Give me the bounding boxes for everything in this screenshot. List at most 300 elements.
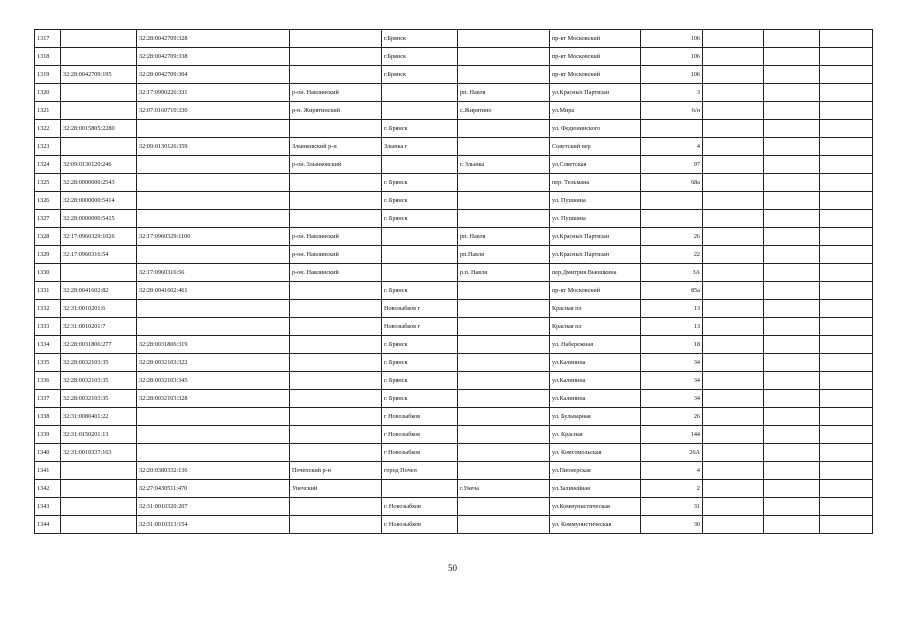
row-number-cell: 1328 xyxy=(35,228,61,246)
city-cell: г. Новозыбков xyxy=(382,498,458,516)
settlement-cell xyxy=(458,408,550,426)
building-cadastral-number-cell: 32:28:0032103:322 xyxy=(137,354,290,372)
table-row xyxy=(35,354,873,372)
extra-cell-3 xyxy=(820,480,873,498)
city-cell: Новозыбков г xyxy=(382,300,458,318)
cadastral-number-cell xyxy=(61,480,137,498)
building-cadastral-number-cell: 32:28:0042709:328 xyxy=(137,30,290,48)
cadastral-number-cell: 32:28:0000000:5415 xyxy=(61,210,137,228)
extra-cell-3 xyxy=(820,246,873,264)
settlement-cell xyxy=(458,120,550,138)
house-number-cell: 106 xyxy=(641,30,703,48)
table-row xyxy=(35,30,873,48)
district-cell xyxy=(290,318,382,336)
table-row xyxy=(35,246,873,264)
row-number-cell: 1322 xyxy=(35,120,61,138)
extra-cell-3 xyxy=(820,516,873,534)
house-number-cell xyxy=(641,210,703,228)
district-cell: р-он. Навлинский xyxy=(290,246,382,264)
district-cell: Злынковский р-н xyxy=(290,138,382,156)
row-number-cell: 1340 xyxy=(35,444,61,462)
building-cadastral-number-cell xyxy=(137,120,290,138)
cadastral-number-cell xyxy=(61,138,137,156)
city-cell: г Новозыбков xyxy=(382,408,458,426)
row-number-cell: 1326 xyxy=(35,192,61,210)
district-cell xyxy=(290,354,382,372)
house-number-cell: 13 xyxy=(641,300,703,318)
extra-cell-3 xyxy=(820,120,873,138)
row-number-cell: 1317 xyxy=(35,30,61,48)
house-number-cell: 26 xyxy=(641,228,703,246)
city-cell: г. Брянск xyxy=(382,282,458,300)
district-cell xyxy=(290,120,382,138)
city-cell: г Новозыбков xyxy=(382,444,458,462)
extra-cell-1 xyxy=(703,426,764,444)
extra-cell-3 xyxy=(820,390,873,408)
house-number-cell: 106 xyxy=(641,48,703,66)
street-cell: пер.Дмитрия Вьюшкина xyxy=(550,264,641,282)
city-cell: г. Брянск xyxy=(382,390,458,408)
extra-cell-1 xyxy=(703,48,764,66)
city-cell: г. Брянск xyxy=(382,174,458,192)
building-cadastral-number-cell: 32:28:0032103:345 xyxy=(137,372,290,390)
cadastral-number-cell xyxy=(61,30,137,48)
street-cell: ул.Залинейная xyxy=(550,480,641,498)
settlement-cell xyxy=(458,426,550,444)
city-cell: г.Брянск xyxy=(382,48,458,66)
district-cell xyxy=(290,174,382,192)
row-number-cell: 1334 xyxy=(35,336,61,354)
street-cell: ул. Коммунистическая xyxy=(550,516,641,534)
city-cell: Новозыбков г xyxy=(382,318,458,336)
extra-cell-3 xyxy=(820,228,873,246)
house-number-cell xyxy=(641,120,703,138)
city-cell: г.Брянск xyxy=(382,66,458,84)
table-row xyxy=(35,192,873,210)
city-cell: г. Брянск xyxy=(382,120,458,138)
row-number-cell: 1320 xyxy=(35,84,61,102)
table-row xyxy=(35,210,873,228)
extra-cell-3 xyxy=(820,336,873,354)
house-number-cell: 106 xyxy=(641,66,703,84)
table-row xyxy=(35,498,873,516)
city-cell: город Почеп xyxy=(382,462,458,480)
house-number-cell: 144 xyxy=(641,426,703,444)
row-number-cell: 1329 xyxy=(35,246,61,264)
building-cadastral-number-cell: 32:28:0032103:328 xyxy=(137,390,290,408)
cadastral-number-cell: 32:17:0960329:1026 xyxy=(61,228,137,246)
extra-cell-1 xyxy=(703,174,764,192)
extra-cell-2 xyxy=(764,516,820,534)
building-cadastral-number-cell xyxy=(137,192,290,210)
house-number-cell: 34 xyxy=(641,390,703,408)
cadastral-number-cell xyxy=(61,264,137,282)
district-cell: р-он. Злынковский xyxy=(290,156,382,174)
building-cadastral-number-cell xyxy=(137,156,290,174)
street-cell: ул.Мира xyxy=(550,102,641,120)
district-cell: Унечский xyxy=(290,480,382,498)
street-cell: ул.Красных Партизан xyxy=(550,228,641,246)
extra-cell-3 xyxy=(820,210,873,228)
table-row xyxy=(35,282,873,300)
row-number-cell: 1325 xyxy=(35,174,61,192)
building-cadastral-number-cell xyxy=(137,444,290,462)
extra-cell-1 xyxy=(703,318,764,336)
settlement-cell xyxy=(458,174,550,192)
house-number-cell: 4 xyxy=(641,138,703,156)
building-cadastral-number-cell xyxy=(137,174,290,192)
building-cadastral-number-cell xyxy=(137,210,290,228)
district-cell xyxy=(290,336,382,354)
settlement-cell xyxy=(458,354,550,372)
extra-cell-1 xyxy=(703,210,764,228)
settlement-cell: г. Злынка xyxy=(458,156,550,174)
district-cell: Почепский р-н xyxy=(290,462,382,480)
extra-cell-2 xyxy=(764,174,820,192)
extra-cell-2 xyxy=(764,156,820,174)
settlement-cell xyxy=(458,444,550,462)
cadastral-number-cell xyxy=(61,48,137,66)
extra-cell-1 xyxy=(703,336,764,354)
extra-cell-2 xyxy=(764,282,820,300)
row-number-cell: 1332 xyxy=(35,300,61,318)
extra-cell-2 xyxy=(764,264,820,282)
district-cell xyxy=(290,390,382,408)
extra-cell-3 xyxy=(820,498,873,516)
extra-cell-2 xyxy=(764,246,820,264)
city-cell: г. Брянск xyxy=(382,210,458,228)
settlement-cell xyxy=(458,462,550,480)
house-number-cell xyxy=(641,192,703,210)
row-number-cell: 1336 xyxy=(35,372,61,390)
table-row xyxy=(35,516,873,534)
table-row xyxy=(35,138,873,156)
extra-cell-1 xyxy=(703,228,764,246)
cadastral-number-cell: 32:31:0010201:7 xyxy=(61,318,137,336)
district-cell xyxy=(290,48,382,66)
extra-cell-1 xyxy=(703,282,764,300)
cadastral-number-cell: 32:28:0032103:35 xyxy=(61,390,137,408)
extra-cell-1 xyxy=(703,156,764,174)
extra-cell-2 xyxy=(764,444,820,462)
city-cell: г.Брянск xyxy=(382,30,458,48)
district-cell xyxy=(290,426,382,444)
district-cell xyxy=(290,66,382,84)
street-cell: ул.Калинина xyxy=(550,354,641,372)
row-number-cell: 1323 xyxy=(35,138,61,156)
city-cell: г Новозыбков xyxy=(382,426,458,444)
building-cadastral-number-cell: 32:28:0042709:338 xyxy=(137,48,290,66)
district-cell: р-он. Навлинский xyxy=(290,228,382,246)
extra-cell-3 xyxy=(820,300,873,318)
settlement-cell xyxy=(458,300,550,318)
city-cell xyxy=(382,264,458,282)
street-cell: ул.Пионерская xyxy=(550,462,641,480)
cadastral-number-cell xyxy=(61,84,137,102)
building-cadastral-number-cell: 32:31:0010313:154 xyxy=(137,516,290,534)
settlement-cell xyxy=(458,138,550,156)
district-cell xyxy=(290,282,382,300)
extra-cell-3 xyxy=(820,354,873,372)
cadastral-number-cell: 32:31:0080401:22 xyxy=(61,408,137,426)
extra-cell-1 xyxy=(703,246,764,264)
table-row xyxy=(35,408,873,426)
extra-cell-3 xyxy=(820,30,873,48)
row-number-cell: 1344 xyxy=(35,516,61,534)
street-cell: пр-кт Московский xyxy=(550,48,641,66)
row-number-cell: 1338 xyxy=(35,408,61,426)
street-cell: ул.Красных Партизан xyxy=(550,246,641,264)
district-cell xyxy=(290,444,382,462)
extra-cell-3 xyxy=(820,102,873,120)
settlement-cell xyxy=(458,192,550,210)
extra-cell-3 xyxy=(820,462,873,480)
extra-cell-2 xyxy=(764,336,820,354)
cadastral-number-cell: 32:28:0032103:35 xyxy=(61,354,137,372)
settlement-cell: р.п. Навля xyxy=(458,264,550,282)
row-number-cell: 1341 xyxy=(35,462,61,480)
cadastral-number-cell: 32:31:0150201:13 xyxy=(61,426,137,444)
extra-cell-2 xyxy=(764,48,820,66)
extra-cell-2 xyxy=(764,192,820,210)
house-number-cell: 34 xyxy=(641,354,703,372)
row-number-cell: 1330 xyxy=(35,264,61,282)
registry-table xyxy=(34,29,873,534)
house-number-cell: 2 xyxy=(641,480,703,498)
extra-cell-3 xyxy=(820,264,873,282)
cadastral-number-cell: 32:28:0032103:35 xyxy=(61,372,137,390)
settlement-cell xyxy=(458,516,550,534)
district-cell: р-н. Жирятинский xyxy=(290,102,382,120)
row-number-cell: 1327 xyxy=(35,210,61,228)
city-cell xyxy=(382,84,458,102)
page-number: 50 xyxy=(448,563,457,573)
extra-cell-3 xyxy=(820,372,873,390)
cadastral-number-cell: 32:28:0031806:277 xyxy=(61,336,137,354)
extra-cell-2 xyxy=(764,372,820,390)
city-cell xyxy=(382,156,458,174)
extra-cell-1 xyxy=(703,300,764,318)
table-row xyxy=(35,120,873,138)
street-cell: ул.Коммунистическая xyxy=(550,498,641,516)
extra-cell-2 xyxy=(764,462,820,480)
row-number-cell: 1318 xyxy=(35,48,61,66)
extra-cell-2 xyxy=(764,426,820,444)
settlement-cell xyxy=(458,372,550,390)
settlement-cell xyxy=(458,66,550,84)
district-cell xyxy=(290,300,382,318)
settlement-cell: г.Унеча xyxy=(458,480,550,498)
street-cell: ул. Федюнинского xyxy=(550,120,641,138)
building-cadastral-number-cell: 32:28:0031806:319 xyxy=(137,336,290,354)
street-cell: пр-кт Московский xyxy=(550,282,641,300)
building-cadastral-number-cell: 32:07:0160710:330 xyxy=(137,102,290,120)
district-cell xyxy=(290,498,382,516)
row-number-cell: 1342 xyxy=(35,480,61,498)
extra-cell-1 xyxy=(703,138,764,156)
extra-cell-2 xyxy=(764,84,820,102)
street-cell: ул. Пушкина xyxy=(550,210,641,228)
street-cell: пр-кт Московский xyxy=(550,30,641,48)
district-cell xyxy=(290,192,382,210)
extra-cell-2 xyxy=(764,408,820,426)
extra-cell-3 xyxy=(820,192,873,210)
city-cell xyxy=(382,102,458,120)
row-number-cell: 1339 xyxy=(35,426,61,444)
house-number-cell: 97 xyxy=(641,156,703,174)
table-row xyxy=(35,228,873,246)
settlement-cell xyxy=(458,390,550,408)
extra-cell-2 xyxy=(764,498,820,516)
extra-cell-1 xyxy=(703,192,764,210)
row-number-cell: 1337 xyxy=(35,390,61,408)
cadastral-number-cell xyxy=(61,498,137,516)
building-cadastral-number-cell: 32:09:0130126:359 xyxy=(137,138,290,156)
table-row xyxy=(35,318,873,336)
city-cell: г. Брянск xyxy=(382,354,458,372)
extra-cell-3 xyxy=(820,48,873,66)
house-number-cell: 31 xyxy=(641,498,703,516)
street-cell: ул. Бульварная xyxy=(550,408,641,426)
extra-cell-2 xyxy=(764,102,820,120)
building-cadastral-number-cell xyxy=(137,300,290,318)
settlement-cell xyxy=(458,498,550,516)
extra-cell-2 xyxy=(764,300,820,318)
table-row xyxy=(35,102,873,120)
house-number-cell: 22 xyxy=(641,246,703,264)
extra-cell-1 xyxy=(703,120,764,138)
extra-cell-1 xyxy=(703,84,764,102)
extra-cell-2 xyxy=(764,30,820,48)
house-number-cell: 26А xyxy=(641,444,703,462)
extra-cell-1 xyxy=(703,498,764,516)
extra-cell-1 xyxy=(703,390,764,408)
building-cadastral-number-cell xyxy=(137,408,290,426)
table-row xyxy=(35,264,873,282)
table-row xyxy=(35,336,873,354)
settlement-cell: рп. Навля xyxy=(458,84,550,102)
building-cadastral-number-cell: 32:20:0380332:136 xyxy=(137,462,290,480)
table-row xyxy=(35,300,873,318)
building-cadastral-number-cell: 32:28:0042709:304 xyxy=(137,66,290,84)
settlement-cell xyxy=(458,318,550,336)
street-cell: пер. Тельмана xyxy=(550,174,641,192)
building-cadastral-number-cell xyxy=(137,318,290,336)
cadastral-number-cell: 32:28:0041602:82 xyxy=(61,282,137,300)
city-cell: г. Брянск xyxy=(382,192,458,210)
building-cadastral-number-cell: 32:17:0990226:331 xyxy=(137,84,290,102)
building-cadastral-number-cell: 32:28:0041602:461 xyxy=(137,282,290,300)
table-row xyxy=(35,426,873,444)
extra-cell-1 xyxy=(703,102,764,120)
extra-cell-1 xyxy=(703,462,764,480)
street-cell: ул.Калинина xyxy=(550,372,641,390)
extra-cell-1 xyxy=(703,408,764,426)
table-row xyxy=(35,48,873,66)
cadastral-number-cell xyxy=(61,516,137,534)
row-number-cell: 1343 xyxy=(35,498,61,516)
row-number-cell: 1335 xyxy=(35,354,61,372)
house-number-cell: 3А xyxy=(641,264,703,282)
house-number-cell: 13 xyxy=(641,318,703,336)
extra-cell-2 xyxy=(764,228,820,246)
street-cell: ул.Красных Партизан xyxy=(550,84,641,102)
city-cell xyxy=(382,480,458,498)
table-row xyxy=(35,444,873,462)
street-cell: ул. Набережная xyxy=(550,336,641,354)
extra-cell-1 xyxy=(703,264,764,282)
district-cell xyxy=(290,516,382,534)
settlement-cell xyxy=(458,336,550,354)
extra-cell-3 xyxy=(820,426,873,444)
district-cell xyxy=(290,408,382,426)
settlement-cell xyxy=(458,210,550,228)
street-cell: ул.Советская xyxy=(550,156,641,174)
city-cell: г. Брянск xyxy=(382,336,458,354)
extra-cell-3 xyxy=(820,282,873,300)
row-number-cell: 1319 xyxy=(35,66,61,84)
extra-cell-3 xyxy=(820,444,873,462)
row-number-cell: 1324 xyxy=(35,156,61,174)
house-number-cell: 68а xyxy=(641,174,703,192)
extra-cell-1 xyxy=(703,354,764,372)
extra-cell-3 xyxy=(820,156,873,174)
street-cell: ул. Красная xyxy=(550,426,641,444)
cadastral-number-cell xyxy=(61,462,137,480)
extra-cell-2 xyxy=(764,318,820,336)
table-row xyxy=(35,480,873,498)
city-cell: г. Новозыбков xyxy=(382,516,458,534)
street-cell: ул. Комсомольская xyxy=(550,444,641,462)
cadastral-number-cell xyxy=(61,102,137,120)
building-cadastral-number-cell xyxy=(137,246,290,264)
extra-cell-3 xyxy=(820,66,873,84)
building-cadastral-number-cell xyxy=(137,426,290,444)
extra-cell-2 xyxy=(764,210,820,228)
extra-cell-2 xyxy=(764,66,820,84)
settlement-cell xyxy=(458,30,550,48)
table-row xyxy=(35,174,873,192)
city-cell: Злынка г xyxy=(382,138,458,156)
extra-cell-2 xyxy=(764,390,820,408)
extra-cell-3 xyxy=(820,408,873,426)
cadastral-number-cell: 32:28:0042709:195 xyxy=(61,66,137,84)
table-row xyxy=(35,156,873,174)
district-cell: р-он. Навлинский xyxy=(290,264,382,282)
table-row xyxy=(35,372,873,390)
row-number-cell: 1333 xyxy=(35,318,61,336)
house-number-cell: 6/н xyxy=(641,102,703,120)
cadastral-number-cell: 32:28:0000000:5414 xyxy=(61,192,137,210)
settlement-cell xyxy=(458,282,550,300)
cadastral-number-cell: 32:09:0130120:246 xyxy=(61,156,137,174)
district-cell xyxy=(290,30,382,48)
street-cell: Советский пер xyxy=(550,138,641,156)
extra-cell-1 xyxy=(703,444,764,462)
building-cadastral-number-cell: 32:17:0960329:1100 xyxy=(137,228,290,246)
cadastral-number-cell: 32:28:0015805:2280 xyxy=(61,120,137,138)
cadastral-number-cell: 32:31:0010201:6 xyxy=(61,300,137,318)
registry-table-body xyxy=(35,30,873,534)
street-cell: пр-кт Московский xyxy=(550,66,641,84)
city-cell xyxy=(382,228,458,246)
street-cell: ул. Пушкина xyxy=(550,192,641,210)
house-number-cell: 18 xyxy=(641,336,703,354)
street-cell: Красная пл xyxy=(550,318,641,336)
extra-cell-1 xyxy=(703,372,764,390)
house-number-cell: 3 xyxy=(641,84,703,102)
building-cadastral-number-cell: 32:17:0960316:56 xyxy=(137,264,290,282)
